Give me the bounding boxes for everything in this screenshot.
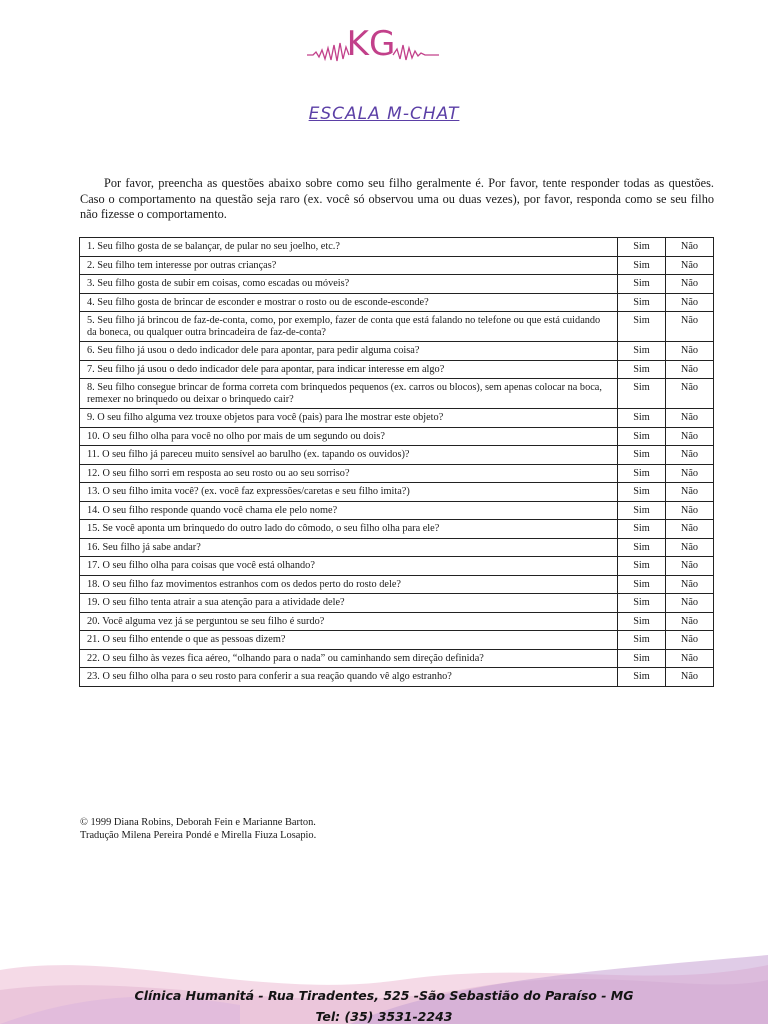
clinic-logo [305, 15, 443, 67]
answer-nao[interactable]: Não [666, 575, 714, 594]
answer-nao[interactable]: Não [666, 312, 714, 342]
question-row [80, 256, 714, 275]
answer-nao[interactable]: Não [666, 256, 714, 275]
question-text: 7. Seu filho já usou o dedo indicador dele para apontar, para indicar interesse em algo? [80, 360, 618, 379]
question-text: 5. Seu filho já brincou de faz-de-conta, como, por exemplo, fazer de conta que está falando no telefone ou que está cuidando da boneca, ou qualquer outra brincadeira de faz-de-conta? [80, 312, 618, 342]
answer-sim[interactable]: Sim [618, 275, 666, 294]
credits [80, 817, 316, 842]
answer-sim[interactable]: Sim [618, 293, 666, 312]
question-row [80, 275, 714, 294]
question-row [80, 409, 714, 428]
answer-nao[interactable]: Não [666, 631, 714, 650]
question-text: 16. Seu filho já sabe andar? [80, 538, 618, 557]
logo-text: KG [346, 24, 396, 64]
answer-nao[interactable]: Não [666, 649, 714, 668]
answer-nao[interactable]: Não [666, 464, 714, 483]
answer-sim[interactable]: Sim [618, 360, 666, 379]
question-text: 14. O seu filho responde quando você chama ele pelo nome? [80, 501, 618, 520]
answer-nao[interactable]: Não [666, 427, 714, 446]
answer-sim[interactable]: Sim [618, 612, 666, 631]
footer-phone: Tel: (35) 3531-2243 [315, 1009, 453, 1024]
question-row [80, 649, 714, 668]
answer-nao[interactable]: Não [666, 446, 714, 465]
questionnaire-table [79, 237, 713, 687]
answer-sim[interactable]: Sim [618, 631, 666, 650]
answer-sim[interactable]: Sim [618, 427, 666, 446]
question-row [80, 293, 714, 312]
answer-nao[interactable]: Não [666, 594, 714, 613]
question-row [80, 538, 714, 557]
question-row [80, 612, 714, 631]
answer-sim[interactable]: Sim [618, 668, 666, 687]
answer-sim[interactable]: Sim [618, 575, 666, 594]
question-row [80, 238, 714, 257]
answer-nao[interactable]: Não [666, 501, 714, 520]
answer-sim[interactable]: Sim [618, 483, 666, 502]
intro-paragraph: Por favor, preencha as questões abaixo sobre como seu filho geralmente é. Por favor, tente responder todas as questões. Caso o comportamento na questão seja raro (ex. você só observou uma ou duas vezes), por favor, responda como se seu filho não fizesse o comportamento. [80, 176, 714, 222]
answer-sim[interactable]: Sim [618, 649, 666, 668]
answer-sim[interactable]: Sim [618, 238, 666, 257]
question-text: 23. O seu filho olha para o seu rosto para conferir a sua reação quando vê algo estranho? [80, 668, 618, 687]
copyright-line: © 1999 Diana Robins, Deborah Fein e Marianne Barton. [80, 817, 316, 828]
question-text: 20. Você alguma vez já se perguntou se seu filho é surdo? [80, 612, 618, 631]
question-text: 17. O seu filho olha para coisas que você está olhando? [80, 557, 618, 576]
answer-sim[interactable]: Sim [618, 594, 666, 613]
question-text: 8. Seu filho consegue brincar de forma correta com brinquedos pequenos (ex. carros ou blocos), sem apenas colocar na boca, remexer no brinquedo ou deixar o brinquedo cair? [80, 379, 618, 409]
question-text: 22. O seu filho às vezes fica aéreo, “olhando para o nada” ou caminhando sem direção definida? [80, 649, 618, 668]
question-row [80, 483, 714, 502]
question-row [80, 379, 714, 409]
answer-nao[interactable]: Não [666, 379, 714, 409]
answer-sim[interactable]: Sim [618, 538, 666, 557]
answer-nao[interactable]: Não [666, 293, 714, 312]
question-row [80, 668, 714, 687]
answer-sim[interactable]: Sim [618, 520, 666, 539]
answer-nao[interactable]: Não [666, 612, 714, 631]
question-text: 19. O seu filho tenta atrair a sua atenção para a atividade dele? [80, 594, 618, 613]
question-text: 13. O seu filho imita você? (ex. você faz expressões/caretas e seu filho imita?) [80, 483, 618, 502]
answer-sim[interactable]: Sim [618, 342, 666, 361]
question-row [80, 342, 714, 361]
question-row [80, 446, 714, 465]
answer-sim[interactable]: Sim [618, 501, 666, 520]
question-row [80, 594, 714, 613]
question-row [80, 427, 714, 446]
answer-nao[interactable]: Não [666, 360, 714, 379]
answer-nao[interactable]: Não [666, 342, 714, 361]
question-row [80, 631, 714, 650]
question-text: 1. Seu filho gosta de se balançar, de pular no seu joelho, etc.? [80, 238, 618, 257]
question-text: 2. Seu filho tem interesse por outras crianças? [80, 256, 618, 275]
answer-sim[interactable]: Sim [618, 312, 666, 342]
question-row [80, 575, 714, 594]
answer-nao[interactable]: Não [666, 668, 714, 687]
question-text: 9. O seu filho alguma vez trouxe objetos para você (pais) para lhe mostrar este objeto? [80, 409, 618, 428]
question-text: 12. O seu filho sorri em resposta ao seu rosto ou ao seu sorriso? [80, 464, 618, 483]
answer-nao[interactable]: Não [666, 275, 714, 294]
question-text: 4. Seu filho gosta de brincar de esconder e mostrar o rosto ou de esconde-esconde? [80, 293, 618, 312]
answer-nao[interactable]: Não [666, 538, 714, 557]
question-text: 18. O seu filho faz movimentos estranhos com os dedos perto do rosto dele? [80, 575, 618, 594]
question-text: 3. Seu filho gosta de subir em coisas, como escadas ou móveis? [80, 275, 618, 294]
answer-nao[interactable]: Não [666, 409, 714, 428]
answer-sim[interactable]: Sim [618, 464, 666, 483]
answer-sim[interactable]: Sim [618, 557, 666, 576]
page-title: ESCALA M-CHAT [308, 104, 460, 124]
question-text: 11. O seu filho já pareceu muito sensível ao barulho (ex. tapando os ouvidos)? [80, 446, 618, 465]
answer-sim[interactable]: Sim [618, 446, 666, 465]
question-row [80, 557, 714, 576]
footer [0, 985, 768, 1027]
question-text: 15. Se você aponta um brinquedo do outro lado do cômodo, o seu filho olha para ele? [80, 520, 618, 539]
footer-address: Clínica Humanitá - Rua Tiradentes, 525 -São Sebastião do Paraíso - MG [134, 988, 634, 1003]
answer-nao[interactable]: Não [666, 483, 714, 502]
question-text: 10. O seu filho olha para você no olho por mais de um segundo ou dois? [80, 427, 618, 446]
questions-body [80, 238, 714, 687]
question-row [80, 312, 714, 342]
answer-nao[interactable]: Não [666, 520, 714, 539]
translation-line: Tradução Milena Pereira Pondé e Mirella Fiuza Losapio. [80, 829, 317, 841]
answer-sim[interactable]: Sim [618, 409, 666, 428]
answer-sim[interactable]: Sim [618, 256, 666, 275]
answer-sim[interactable]: Sim [618, 379, 666, 409]
answer-nao[interactable]: Não [666, 557, 714, 576]
question-row [80, 501, 714, 520]
answer-nao[interactable]: Não [666, 238, 714, 257]
question-text: 21. O seu filho entende o que as pessoas dizem? [80, 631, 618, 650]
question-row [80, 360, 714, 379]
question-row [80, 520, 714, 539]
question-text: 6. Seu filho já usou o dedo indicador dele para apontar, para pedir alguma coisa? [80, 342, 618, 361]
question-row [80, 464, 714, 483]
